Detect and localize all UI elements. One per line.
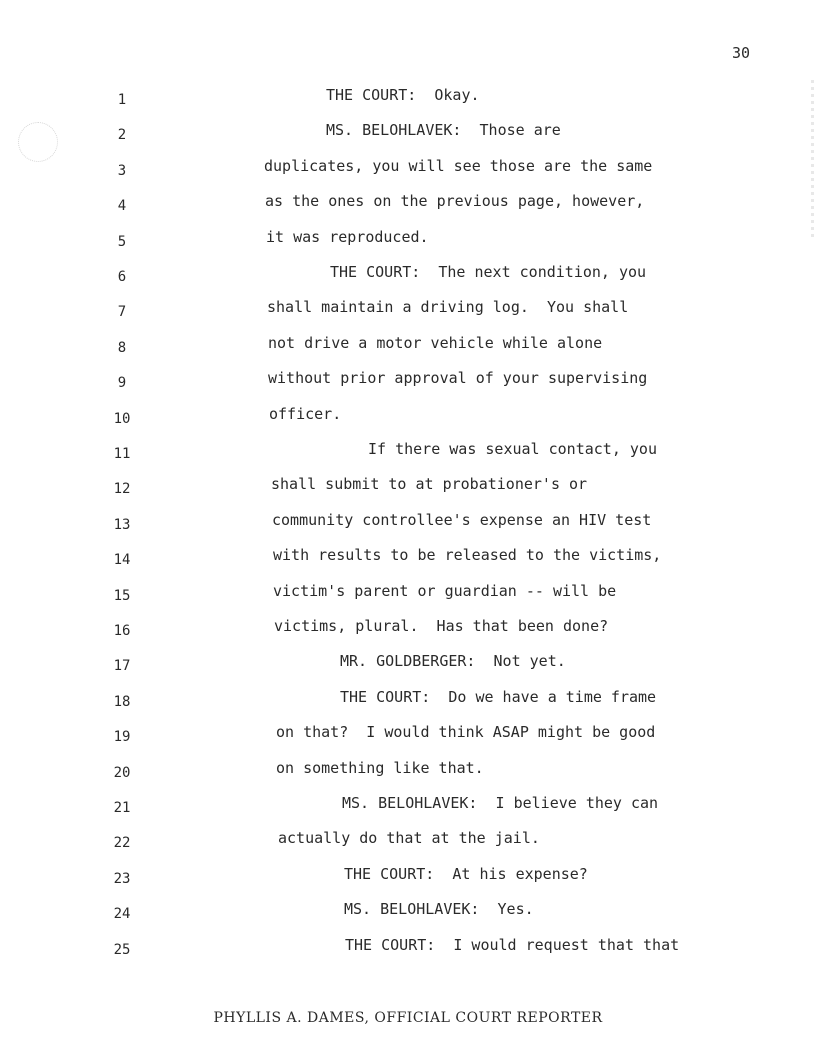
line-number: 8 <box>117 339 127 356</box>
transcript-line: not drive a motor vehicle while alone <box>268 333 603 352</box>
line-number: 7 <box>117 304 127 321</box>
line-number: 18 <box>113 693 131 710</box>
transcript-line: on something like that. <box>276 758 484 777</box>
hole-punch-mark <box>18 122 58 162</box>
line-number: 19 <box>113 729 131 746</box>
line-number: 14 <box>113 552 131 569</box>
transcript-line: actually do that at the jail. <box>278 829 540 848</box>
transcript-line: THE COURT: Do we have a time frame <box>340 687 657 706</box>
transcript-line: THE COURT: Okay. <box>326 86 480 104</box>
line-number: 2 <box>117 127 127 144</box>
scan-edge-mark <box>811 80 814 240</box>
page-number: 30 <box>731 44 750 62</box>
transcript-line: MS. BELOHLAVEK: I believe they can <box>342 794 659 812</box>
line-number: 12 <box>113 481 131 498</box>
line-number: 10 <box>113 410 131 427</box>
line-number: 9 <box>117 375 127 392</box>
line-number: 3 <box>117 162 127 179</box>
transcript-line: community controllee's expense an HIV test <box>272 510 652 529</box>
transcript-line: shall maintain a driving log. You shall <box>267 298 629 317</box>
transcript-line: shall submit to at probationer's or <box>271 475 588 494</box>
line-number: 20 <box>113 764 131 781</box>
line-number: 1 <box>117 92 127 108</box>
line-number: 16 <box>113 623 131 639</box>
line-number: 17 <box>113 658 131 675</box>
transcript-line: victims, plural. Has that been done? <box>274 617 609 635</box>
transcript-line: as the ones on the previous page, however, <box>265 192 645 211</box>
line-number: 6 <box>117 269 127 285</box>
transcript-line: MS. BELOHLAVEK: Those are <box>326 121 561 140</box>
transcript-line: officer. <box>269 404 342 423</box>
line-number: 24 <box>113 906 131 923</box>
line-number: 13 <box>113 516 131 533</box>
line-number: 15 <box>113 587 131 604</box>
transcript-line: If there was sexual contact, you <box>368 440 657 458</box>
transcript-line: without prior approval of your supervising <box>268 369 648 388</box>
line-number: 22 <box>113 835 131 852</box>
line-number: 11 <box>113 446 131 462</box>
line-number: 21 <box>113 800 131 816</box>
transcript-line: duplicates, you will see those are the same <box>264 156 653 175</box>
transcript-line: THE COURT: The next condition, you <box>330 263 647 281</box>
transcript-line: THE COURT: At his expense? <box>344 864 588 883</box>
transcript-line: victim's parent or guardian -- will be <box>273 581 617 600</box>
line-number: 4 <box>117 198 127 215</box>
transcript-line: on that? I would think ASAP might be good <box>276 723 656 742</box>
transcript-line: MR. GOLDBERGER: Not yet. <box>340 652 566 671</box>
transcript-line: THE COURT: I would request that that <box>345 935 680 954</box>
transcript-line: with results to be released to the victims, <box>273 546 662 565</box>
transcript-line: it was reproduced. <box>266 227 429 246</box>
line-number: 23 <box>113 870 131 887</box>
transcript-line: MS. BELOHLAVEK: Yes. <box>344 900 534 919</box>
court-reporter-footer: PHYLLIS A. DAMES, OFFICIAL COURT REPORTER <box>213 1010 603 1026</box>
line-number: 25 <box>113 941 131 958</box>
line-number: 5 <box>117 233 127 250</box>
